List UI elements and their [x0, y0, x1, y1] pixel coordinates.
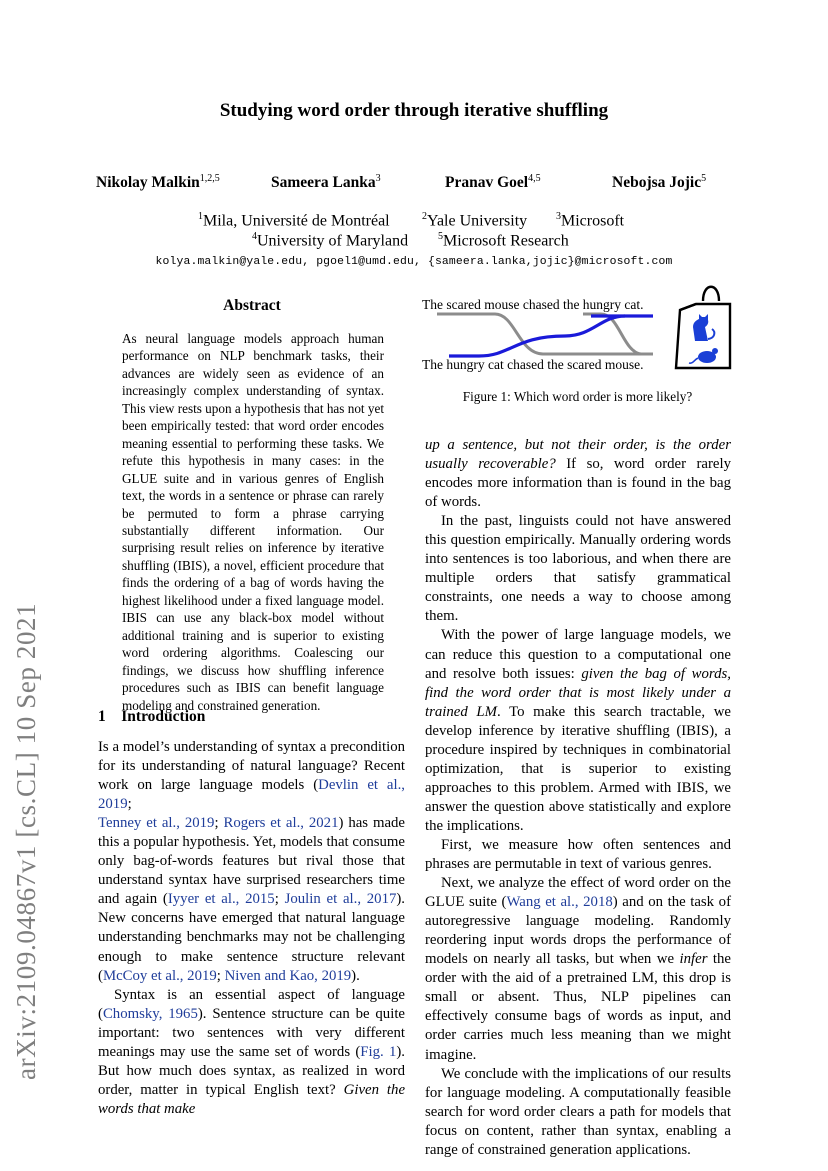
figure-sentence-bottom: The hungry cat chased the scared mouse. — [422, 357, 644, 372]
affiliation-4: $^4$University of Maryland — [252, 231, 409, 250]
right-paragraph-4: First, we measure how often sentences and phrases are permutable in text of various genres. — [425, 836, 731, 873]
affiliation-1: $^1$Mila, Université de Montréal — [198, 211, 390, 230]
right-paragraph-6: We conclude with the implications of our results for language modeling. A computationally feasible search for word order clears a path for models that focus on content, rather than syntax, enabling a range of constrained generation applications. — [425, 1065, 731, 1158]
citation-link[interactable]: Wang et al., 2018 — [506, 894, 613, 911]
figure-caption: Figure 1: Which word order is more likely? — [462, 389, 693, 404]
author-1: Nikolay Malkin$^{1,2,5}$ — [96, 173, 220, 192]
citation-link[interactable]: Iyyer et al., 2015 — [167, 891, 275, 908]
author-3: Pranav Goel$^{4,5}$ — [445, 173, 541, 192]
intro-paragraph-2: Syntax is an essential aspect of language (Chomsky, 1965). Sentence structure can be quite important: two sentences with very different meanings may use the same set of words (Fig. 1). But how much does syntax, as realized in word order, matter in typical English text? Given the words that make — [98, 986, 406, 1117]
intro-heading — [98, 708, 205, 726]
right-paragraph-3: With the power of large language models, we can reduce this question to a computational one and resolve both issues: given the bag of words, find the word order that is most likely under a trained LM. To make this search tractable, we develop inference by iterative shuffling (IBIS), a procedure inspired by techniques in combinatorial optimization, that is superior to existing approaches to this problem. Armed with IBIS, we answer the question above statistically and explore the implications. — [425, 627, 731, 834]
author-emails: kolya.malkin@yale.edu, pgoel1@umd.edu, {sameera.lanka,jojic}@microsoft.com — [155, 256, 673, 268]
figure-link[interactable]: Fig. 1 — [360, 1043, 397, 1060]
abstract-heading: Abstract — [223, 297, 281, 314]
right-paragraph-2: In the past, linguists could not have answered this question empirically. Manually ordering words into sentences is too laborious, and when there are multiple orders that satisfy grammatical constraints, one needs a way to choose among them. — [425, 513, 731, 625]
section-number: 1 — [98, 708, 106, 725]
citation-link[interactable]: Devlin et al., 2019 — [98, 777, 405, 813]
section-title: Introduction — [121, 708, 206, 725]
author-4: Nebojsa Jojic$^5$ — [612, 173, 707, 192]
highlight-path-cross — [449, 316, 625, 356]
citation-link[interactable]: Niven and Kao, 2019 — [224, 967, 352, 984]
citation-link[interactable]: McCoy et al., 2019 — [102, 967, 217, 984]
left-column-body — [98, 738, 405, 1119]
paper-title: Studying word order through iterative shuffling — [219, 100, 609, 121]
intro-paragraph-1: Is a model’s understanding of syntax a precondition for its understanding of natural language? Recent work on large language models (Devlin et al., 2019; Tenney et al., 2019; Rogers et al., 2021) has made this a popular hypothesis. Yet, models that consume only bag-of-words features but rival those that understand syntax have surprised researchers time and again (Iyyer et al., 2015; Joulin et al., 2017). New concerns have emerged that natural language understanding benchmarks may not be challenging enough to make sentence structure relevant (McCoy et al., 2019; Niven and Kao, 2019). — [98, 739, 406, 984]
arxiv-identifier: arXiv:2109.04867v1 [cs.CL] 10 Sep 2021 — [11, 602, 41, 1080]
citation-link[interactable]: Chomsky, 1965 — [102, 1005, 198, 1022]
citation-link[interactable]: Joulin et al., 2017 — [284, 891, 397, 908]
right-paragraph-5: Next, we analyze the effect of word order on the GLUE suite (Wang et al., 2018) and on the task of autoregressive language modeling. Randomly reordering input words drops the performance of models on nearly all tasks, but when we infer the order with the aid of a pretrained LM, this drop is small or absent. Thus, NLP pipelines can effectively consume bags of words as input, and order carries much less meaning than we might imagine. — [425, 875, 731, 1063]
affiliation-3: $^3$Microsoft — [556, 211, 625, 230]
affiliation-5: $^5$Microsoft Research — [438, 231, 569, 250]
affiliation-2: $^2$Yale University — [422, 211, 528, 230]
right-column-body — [425, 436, 731, 1160]
crossing-path-gray-2 — [583, 314, 641, 354]
right-paragraph-1: up a sentence, but not their order, is the order usually recoverable? If so, word order rarely encodes more information than is found in the bag of words. — [425, 437, 732, 511]
figure-sentence-top: The scared mouse chased the hungry cat. — [422, 297, 644, 312]
figure-1-graphic — [415, 280, 735, 380]
author-2: Sameera Lanka$^3$ — [271, 173, 381, 192]
citation-link[interactable]: Rogers et al., 2021 — [223, 815, 339, 832]
citation-link[interactable]: Tenney et al., 2019 — [98, 815, 215, 832]
abstract-text: As neural language models approach human performance on NLP benchmark tasks, their advances are widely seen as evidence of an increasingly complex understanding of syntax. This view rests upon a hypothesis that has not yet been empirically tested: that word order encodes meaning essential to performing these tasks. We refute this hypothesis in many cases: in the GLUE suite and in various genres of English text, the words in a sentence or phrase can rarely be permuted to form a phrase carrying substantially different information. Our surprising result relies on inference by iterative shuffling (IBIS), a novel, efficient procedure that finds the ordering of a bag of words having the highest likelihood under a fixed language model. IBIS can use any black-box model without additional training and is superior to existing word ordering algorithms. Coalescing our findings, we discuss how shuffling inference procedures such as IBIS can benefit language modeling and constrained generation. — [122, 331, 384, 713]
